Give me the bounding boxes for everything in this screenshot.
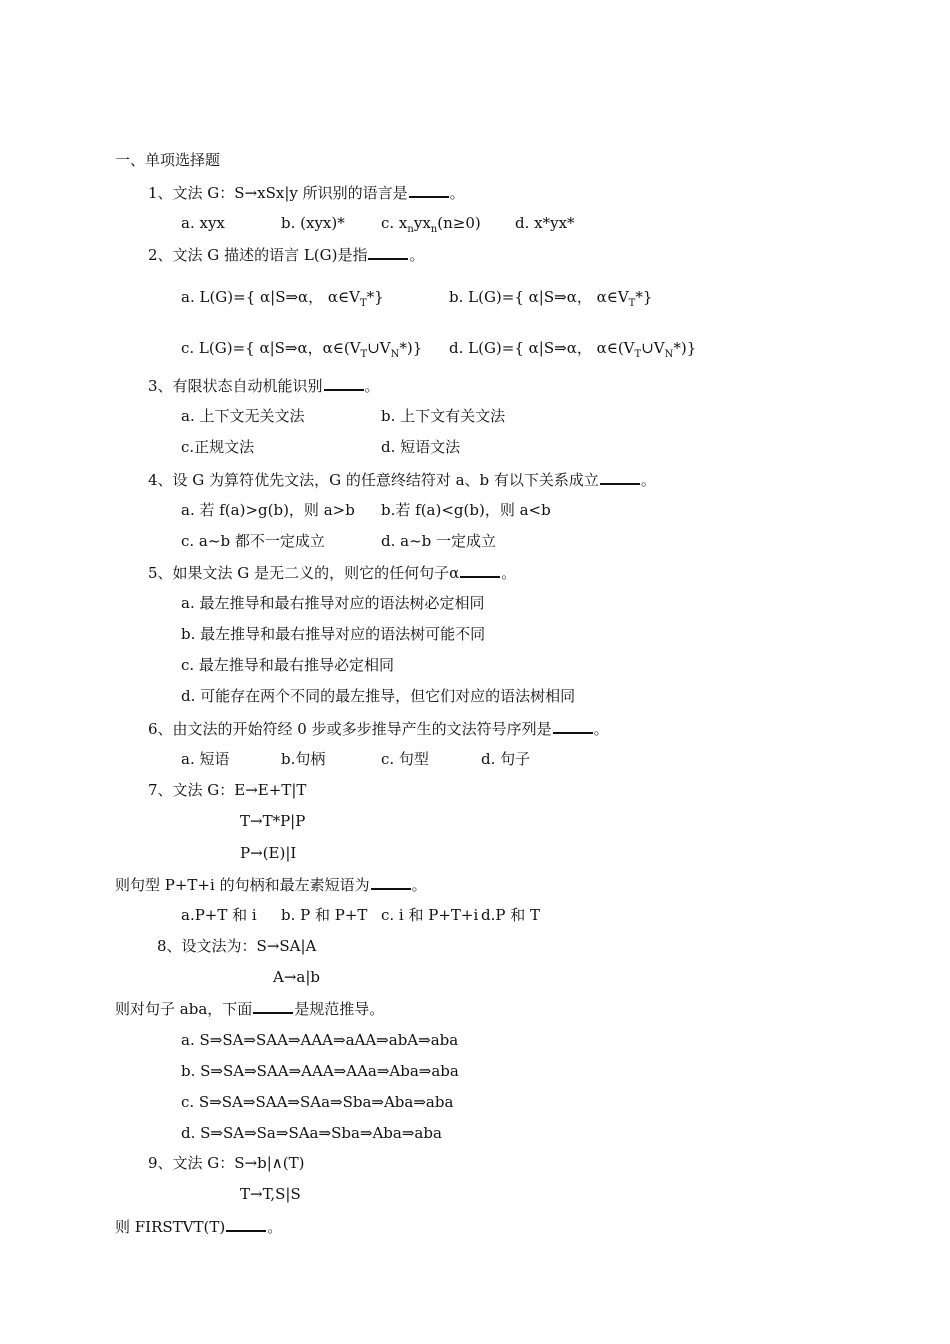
q1-option-d: d. x*yx* bbox=[515, 214, 575, 232]
q9-rule-2: T→T,S|S bbox=[240, 1185, 301, 1203]
q7-question: 则句型 P+T+i 的句柄和最左素短语为 。 bbox=[115, 876, 427, 894]
q5-option-b: b. 最左推导和最右推导对应的语法树可能不同 bbox=[181, 625, 486, 643]
answer-blank bbox=[600, 469, 640, 485]
q2-option-b: b. L(G)={ α|S⇒α， $\alpha\in V_T*$} bbox=[449, 288, 653, 309]
q2-option-d: d. L(G)={ α|S⇒α， $\alpha\in(V_T\cup V_N*)$} bbox=[449, 339, 697, 360]
answer-blank bbox=[409, 182, 449, 198]
q7-option-b: b. P 和 P+T bbox=[281, 906, 368, 924]
answer-blank bbox=[460, 562, 500, 578]
q4-option-d: d. a~b 一定成立 bbox=[381, 532, 497, 550]
q7-option-d: d.P 和 T bbox=[481, 906, 541, 924]
q5-option-d: d. 可能存在两个不同的最左推导，但它们对应的语法树相同 bbox=[181, 687, 576, 705]
q3-option-a: a. 上下文无关文法 bbox=[181, 407, 305, 425]
q8-option-b: b. S⇒SA⇒SAA⇒AAA⇒AAa⇒Aba⇒aba bbox=[181, 1062, 459, 1080]
q8-rule-2: A→a|b bbox=[273, 968, 320, 986]
q7-option-a: a.P+T 和 i bbox=[181, 906, 257, 924]
q6-option-b: b.句柄 bbox=[281, 750, 326, 768]
answer-blank bbox=[226, 1216, 266, 1232]
question-8-stem: 8、设文法为：S→SA|A bbox=[157, 937, 317, 955]
q1-option-c: c. $x_nyx_n(n\ge 0)$ bbox=[381, 214, 481, 235]
answer-blank bbox=[371, 874, 411, 890]
answer-blank bbox=[368, 244, 408, 260]
question-9-stem: 9、文法 G：S→b|∧(T) bbox=[148, 1154, 305, 1172]
q4-option-c: c. a~b 都不一定成立 bbox=[181, 532, 325, 550]
q2-option-a: a. L(G)={ α|S⇒α， $\alpha\in V_T*$} bbox=[181, 288, 384, 309]
q5-option-c: c. 最左推导和最右推导必定相同 bbox=[181, 656, 394, 674]
q7-rule-2: T→T*P|P bbox=[240, 812, 306, 830]
answer-blank bbox=[253, 998, 293, 1014]
q3-option-d: d. 短语文法 bbox=[381, 438, 461, 456]
q3-option-b: b. 上下文有关文法 bbox=[381, 407, 506, 425]
q1-option-b: b. (xyx)* bbox=[281, 214, 345, 232]
q6-option-d: d. 句子 bbox=[481, 750, 531, 768]
q9-question: 则 FIRSTVT(T) 。 bbox=[115, 1218, 283, 1236]
question-1-stem: 1、文法 G：S→xSx|y 所识别的语言是 。 bbox=[148, 184, 465, 202]
q8-option-c: c. S⇒SA⇒SAA⇒SAa⇒Sba⇒Aba⇒aba bbox=[181, 1093, 454, 1111]
question-3-stem: 3、有限状态自动机能识别 。 bbox=[148, 377, 380, 395]
question-5-stem: 5、如果文法 G 是无二义的，则它的任何句子α 。 bbox=[148, 564, 517, 582]
q1-option-a: a. xyx bbox=[181, 214, 225, 232]
q7-option-c: c. i 和 P+T+i bbox=[381, 906, 479, 924]
q3-option-c: c.正规文法 bbox=[181, 438, 255, 456]
q5-option-a: a. 最左推导和最右推导对应的语法树必定相同 bbox=[181, 594, 485, 612]
answer-blank bbox=[553, 718, 593, 734]
answer-blank bbox=[324, 375, 364, 391]
q2-option-c: c. L(G)={ α|S⇒α，$\alpha\in(V_T\cup V_N*)$} bbox=[181, 339, 423, 360]
q8-option-a: a. S⇒SA⇒SAA⇒AAA⇒aAA⇒abA⇒aba bbox=[181, 1031, 459, 1049]
q4-option-a: a. 若 f(a)>g(b)，则 a>b bbox=[181, 501, 355, 519]
q6-option-c: c. 句型 bbox=[381, 750, 429, 768]
question-7-stem: 7、文法 G：E→E+T|T bbox=[148, 781, 307, 799]
question-2-stem: 2、文法 G 描述的语言 L(G)是指 。 bbox=[148, 246, 425, 264]
question-4-stem: 4、设 G 为算符优先文法，G 的任意终结符对 a、b 有以下关系成立 。 bbox=[148, 471, 656, 489]
q8-question: 则对句子 aba，下面 是规范推导。 bbox=[115, 1000, 385, 1018]
q4-option-b: b.若 f(a)<g(b)，则 a<b bbox=[381, 501, 551, 519]
q8-option-d: d. S⇒SA⇒Sa⇒SAa⇒Sba⇒Aba⇒aba bbox=[181, 1124, 442, 1142]
q7-rule-3: P→(E)|I bbox=[240, 844, 297, 862]
section-title: 一、单项选择题 bbox=[115, 151, 221, 169]
q6-option-a: a. 短语 bbox=[181, 750, 230, 768]
question-6-stem: 6、由文法的开始符经 0 步或多步推导产生的文法符号序列是 。 bbox=[148, 720, 609, 738]
